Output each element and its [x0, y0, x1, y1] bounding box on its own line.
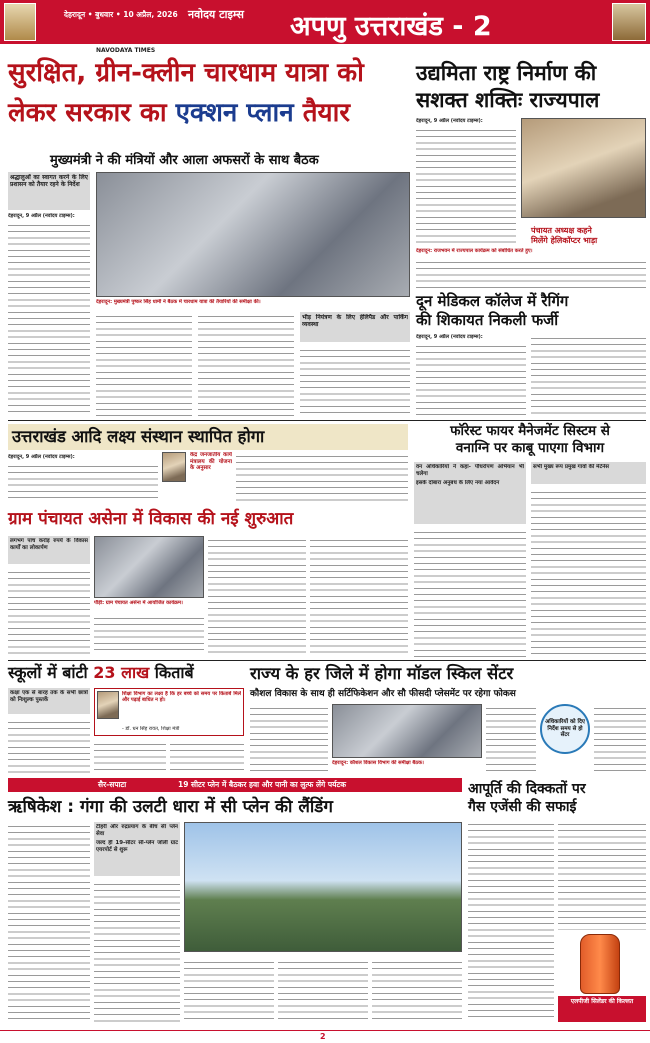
story1-col2-text — [96, 312, 192, 416]
story5-text-1 — [8, 462, 158, 502]
story7-col3-text — [208, 536, 306, 654]
story11-headline-line2: गैस एजेंसी की सफाई — [468, 799, 577, 815]
story7-headline: ग्राम पंचायत असेना में विकास की नई शुरुआत — [8, 509, 294, 529]
story10-col4-text — [278, 958, 368, 1022]
story4-headline-line2: मिलेंगे हेलिकॉप्टर भाड़ा — [531, 236, 598, 245]
story1-headline — [8, 57, 403, 89]
story1-headline-line2 — [8, 97, 403, 129]
story5-text-2 — [236, 452, 408, 502]
story7-col1-text — [8, 568, 90, 654]
story3-dateline: देहरादून, 9 अप्रैल (नवोदय टाइम्स): — [416, 334, 483, 340]
story1-sidebar — [8, 172, 90, 210]
story6-text-1 — [414, 528, 526, 658]
story11-cylinder-icon — [580, 934, 620, 994]
story1-side-point: श्रद्धालुओं का स्वागत करने के लिए प्रशासन को तैयार रहने के निर्देश — [10, 174, 88, 188]
story7-col2-text — [94, 614, 204, 654]
story8-col1-text — [8, 718, 90, 774]
story1-col3-text — [198, 312, 294, 416]
story10-headline: ऋषिकेश : गंगा की उलटी धारा में सी प्लेन की लैंडिंग — [8, 797, 333, 817]
story3-headline-line1: दून मेडिकल कॉलेज में रैगिंग — [416, 292, 569, 310]
story8-headline — [8, 662, 244, 684]
story11-headline-line1: आपूर्ति की दिक्कतों पर — [468, 781, 586, 797]
story8-headline-part2: किताबें — [154, 663, 194, 682]
story11-col2-text — [558, 820, 646, 930]
story9-callout — [540, 704, 590, 754]
story11-badge — [558, 996, 646, 1022]
section-title: अपणु उत्तराखंड - 2 — [290, 11, 492, 42]
story9-col3-text — [594, 704, 646, 774]
story10-kicker-right: 19 सीटर प्लेन में बैठकर हवा और पानी का लुत्फ लेंगे पर्यटक — [178, 780, 347, 789]
story1-headline-highlight: एक्शन प्लान — [175, 98, 294, 128]
story8-quote: शिक्षा विभाग का लक्ष्य है कि हर बच्चे को समय पर किताबें मिलें और पढ़ाई बाधित न हो। — [122, 691, 241, 703]
story9-col1-text — [250, 704, 328, 774]
story1-headline-part3: तैयार — [302, 98, 350, 128]
story1-col4-text — [300, 346, 410, 416]
story6-sidebar — [414, 462, 526, 524]
story6-headline — [414, 423, 646, 457]
story1-col1-text — [8, 221, 90, 416]
story6-side-point-2: इसके दोबारा अनुबंध के लिए नया आवेदन — [416, 480, 500, 486]
story4-headline — [531, 226, 646, 246]
story11-badge-text: एलपीजी सिलेंडर की किल्लत — [570, 998, 634, 1005]
story1-photo-caption: देहरादून: मुख्यमंत्री पुष्कर सिंह धामी ने बैठक में चारधाम यात्रा की तैयारियों की समीक्षा की। — [96, 299, 261, 305]
story1-dateline: देहरादून, 9 अप्रैल (नवोदय टाइम्स): — [8, 213, 75, 219]
story2-text — [416, 126, 516, 246]
story8-headline-part1: स्कूलों में बांटी — [8, 663, 88, 682]
story1-box-text: भीड़ नियंत्रण के लिए हेलिपैड और पार्किंग व्यवस्था — [302, 314, 408, 328]
story10-col5-text — [372, 958, 462, 1022]
story10-col3-text — [184, 958, 274, 1022]
story9-subhead: कौशल विकास के साथ ही सर्टिफिकेशन और सौ फीसदी प्लेसमेंट पर रहेगा फोकस — [250, 689, 516, 699]
masthead — [0, 0, 650, 44]
footer-bar — [0, 1030, 650, 1043]
story6-headline-line2: वनाग्नि पर काबू पाएगा विभाग — [455, 440, 605, 456]
story4-headline-line1: पंचायत अध्यक्ष कहने — [531, 226, 592, 235]
story7-side-point: लगभग पांच करोड़ रुपये के विकास कार्यों का लोकार्पण — [10, 538, 88, 551]
story6-side-point-1: वन अधिकारियों ने कहा- पौधरोपण अभियान भी चलेगा — [416, 464, 524, 477]
story6-headline-line1: फॉरेस्ट फायर मैनेजमेंट सिस्टम से — [450, 423, 610, 439]
story9-headline: राज्य के हर जिले में होगा मॉडल स्किल सेंटर — [250, 664, 514, 683]
story8-headline-highlight: 23 लाख — [93, 663, 150, 682]
story8-sidebar — [8, 688, 90, 714]
story6-sidebar-2 — [531, 462, 646, 484]
story1-box — [300, 312, 410, 342]
story8-quote-box — [94, 688, 244, 736]
story5-photo — [162, 452, 186, 482]
story10-side-point-1: टीहरी और रुद्रप्रयाग के बीच सी प्लेन सेवा — [96, 824, 178, 837]
story10-kicker-left: सैर-सपाटा — [98, 780, 127, 789]
story2-headline-line2: सशक्त शक्तिः राज्यपाल — [416, 88, 600, 112]
story2-photo-caption: देहरादून: राजभवन में राज्यपाल कार्यक्रम को संबोधित करते हुए। — [416, 248, 533, 254]
story1-photo — [96, 172, 410, 297]
story9-photo — [332, 704, 482, 758]
navodaya-label: NAVODAYA TIMES — [96, 47, 156, 54]
story9-photo-caption: देहरादून: कौशल विकास विभाग की समीक्षा बैठक। — [332, 760, 424, 766]
story2-headline-line1: उद्यमिता राष्ट्र निर्माण की — [416, 61, 597, 85]
story2-headline — [416, 60, 646, 114]
story8-quote-photo — [97, 691, 119, 719]
story3-text — [416, 342, 526, 416]
story5-headline-band — [8, 424, 408, 450]
story8-col2-text — [94, 740, 166, 774]
story7-col4-text — [310, 536, 408, 654]
story7-photo-caption: पौड़ी: ग्राम पंचायत असेना में आयोजित कार्यक्रम। — [94, 600, 183, 606]
story1-headline-part2: लेकर सरकार का — [8, 98, 167, 128]
story9-callout-text: अधिकारियों को दिए निर्देश समय से हो सेंटर — [545, 719, 585, 739]
story10-sidebar — [94, 822, 180, 876]
story10-side-point-2: जल्द ही 19-सीटर सी-प्लेन जॉली ग्रांट एयरपोर्ट से शुरू — [96, 840, 178, 853]
story2-photo — [521, 118, 646, 218]
dateline: देहरादून • बुधवार • 10 अप्रैल, 2026 — [64, 10, 178, 19]
story10-photo — [184, 822, 462, 952]
story3-headline — [416, 292, 646, 330]
story5-dateline: देहरादून, 9 अप्रैल (नवोदय टाइम्स): — [8, 454, 75, 460]
story7-photo — [94, 536, 204, 598]
footer-page-number: 2 — [320, 1032, 326, 1041]
story3-text-2 — [531, 334, 646, 416]
paper-name: नवोदय टाइम्स — [188, 8, 244, 21]
story10-kicker-band — [8, 778, 462, 792]
story11-col1-text — [468, 820, 554, 1022]
story8-quote-author: - डॉ. धन सिंह रावत, शिक्षा मंत्री — [122, 726, 180, 732]
story7-sidebar — [8, 536, 90, 564]
story5-side-label: केंद्र जनजातीय कार्य मंत्रालय की योजना के अनुसार — [190, 452, 232, 471]
story8-side-point: कक्षा एक से बारह तक के सभी छात्रों को निःशुल्क पुस्तकें — [10, 690, 88, 703]
story10-col2-text — [94, 880, 180, 1022]
divider-2 — [8, 660, 646, 661]
masthead-logo-left — [4, 3, 36, 41]
story6-side-point-3: सभी मुख्य रूप प्रमुख गांवों की मेंटेनेंस — [533, 464, 609, 470]
story2-dateline: देहरादून, 9 अप्रैल (नवोदय टाइम्स): — [416, 118, 483, 124]
story9-col2-text — [486, 704, 536, 774]
story1-headline-part1: सुरक्षित, ग्रीन-क्लीन चारधाम यात्रा को — [8, 58, 364, 88]
divider-1 — [8, 420, 646, 421]
story3-headline-line2: की शिकायत निकली फर्जी — [416, 311, 559, 329]
story2-text-lower — [416, 258, 646, 288]
story10-col1-text — [8, 822, 90, 1022]
story1-subhead: मुख्यमंत्री ने की मंत्रियों और आला अफसरों के साथ बैठक — [50, 153, 319, 168]
masthead-logo-right — [612, 3, 646, 41]
story5-headline: उत्तराखंड आदि लक्ष्य संस्थान स्थापित होगा — [12, 427, 265, 446]
story8-col3-text — [170, 740, 244, 774]
story11-headline — [468, 780, 646, 816]
story6-text-2 — [531, 488, 646, 658]
